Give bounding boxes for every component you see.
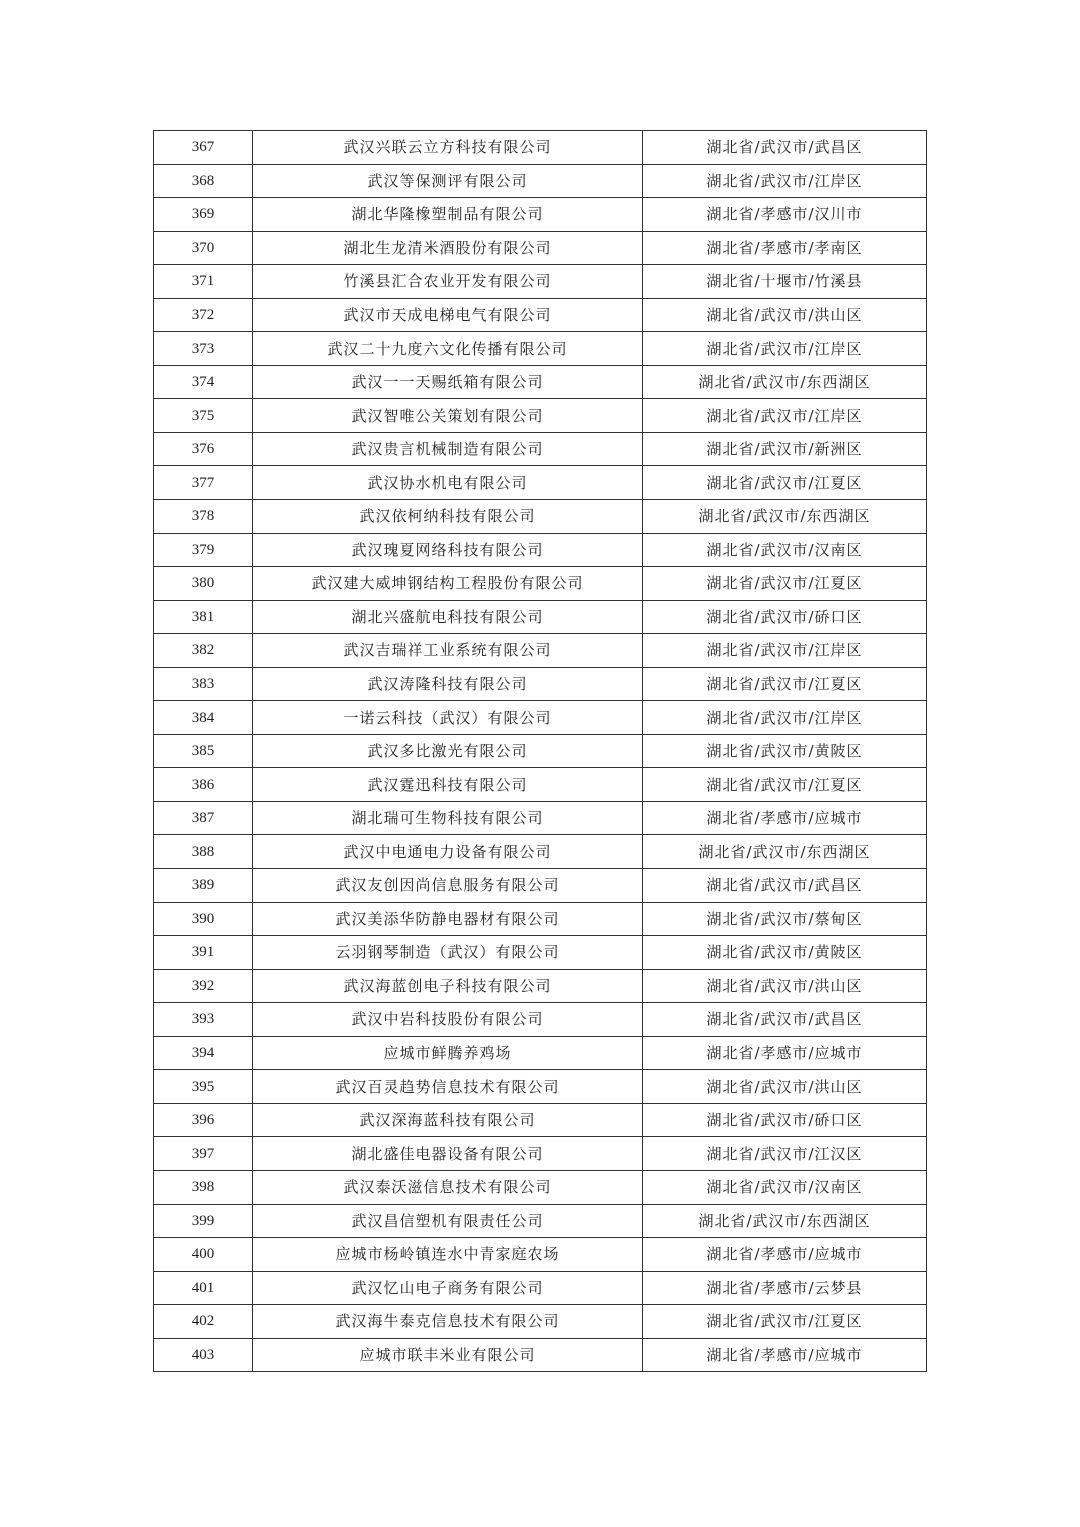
company-name-cell: 武汉海蓝创电子科技有限公司 [253, 969, 643, 1003]
row-number-cell: 393 [154, 1003, 253, 1037]
row-number-cell: 395 [154, 1070, 253, 1104]
row-number-cell: 370 [154, 231, 253, 265]
table-row [154, 298, 927, 332]
table-row [154, 1003, 927, 1037]
row-number-cell: 397 [154, 1137, 253, 1171]
location-cell: 湖北省/武汉市/洪山区 [643, 969, 927, 1003]
row-number-cell: 380 [154, 567, 253, 601]
company-name-cell: 湖北盛佳电器设备有限公司 [253, 1137, 643, 1171]
table-row [154, 332, 927, 366]
table-row [154, 1271, 927, 1305]
location-cell: 湖北省/武汉市/江岸区 [643, 399, 927, 433]
company-name-cell: 武汉中电通电力设备有限公司 [253, 835, 643, 869]
company-name-cell: 武汉一一天赐纸箱有限公司 [253, 365, 643, 399]
table-row [154, 969, 927, 1003]
table-row [154, 1338, 927, 1372]
location-cell: 湖北省/武汉市/江汉区 [643, 1137, 927, 1171]
location-cell: 湖北省/武汉市/武昌区 [643, 131, 927, 165]
location-cell: 湖北省/武汉市/江夏区 [643, 667, 927, 701]
table-row [154, 1238, 927, 1272]
table-row [154, 1204, 927, 1238]
company-name-cell: 武汉泰沃滋信息技术有限公司 [253, 1170, 643, 1204]
row-number-cell: 386 [154, 768, 253, 802]
row-number-cell: 399 [154, 1204, 253, 1238]
location-cell: 湖北省/武汉市/江岸区 [643, 332, 927, 366]
row-number-cell: 372 [154, 298, 253, 332]
company-name-cell: 一诺云科技（武汉）有限公司 [253, 701, 643, 735]
table-row [154, 399, 927, 433]
company-name-cell: 武汉昌信塑机有限责任公司 [253, 1204, 643, 1238]
location-cell: 湖北省/武汉市/江夏区 [643, 466, 927, 500]
table-row [154, 936, 927, 970]
company-name-cell: 湖北瑞可生物科技有限公司 [253, 801, 643, 835]
location-cell: 湖北省/武汉市/汉南区 [643, 1170, 927, 1204]
table-row [154, 869, 927, 903]
location-cell: 湖北省/武汉市/洪山区 [643, 298, 927, 332]
row-number-cell: 368 [154, 164, 253, 198]
table-row [154, 835, 927, 869]
company-name-cell: 武汉智唯公关策划有限公司 [253, 399, 643, 433]
company-name-cell: 武汉多比激光有限公司 [253, 734, 643, 768]
company-name-cell: 武汉等保测评有限公司 [253, 164, 643, 198]
row-number-cell: 390 [154, 902, 253, 936]
row-number-cell: 367 [154, 131, 253, 165]
row-number-cell: 400 [154, 1238, 253, 1272]
table-row [154, 131, 927, 165]
row-number-cell: 401 [154, 1271, 253, 1305]
company-name-cell: 武汉兴联云立方科技有限公司 [253, 131, 643, 165]
location-cell: 湖北省/武汉市/硚口区 [643, 600, 927, 634]
location-cell: 湖北省/武汉市/东西湖区 [643, 365, 927, 399]
row-number-cell: 384 [154, 701, 253, 735]
table-row [154, 734, 927, 768]
company-name-cell: 武汉涛隆科技有限公司 [253, 667, 643, 701]
location-cell: 湖北省/武汉市/江岸区 [643, 634, 927, 668]
company-name-cell: 竹溪县汇合农业开发有限公司 [253, 265, 643, 299]
company-name-cell: 武汉协水机电有限公司 [253, 466, 643, 500]
row-number-cell: 403 [154, 1338, 253, 1372]
company-name-cell: 湖北生龙清米酒股份有限公司 [253, 231, 643, 265]
row-number-cell: 379 [154, 533, 253, 567]
table-row [154, 466, 927, 500]
company-name-cell: 武汉中岩科技股份有限公司 [253, 1003, 643, 1037]
row-number-cell: 375 [154, 399, 253, 433]
table-row [154, 1103, 927, 1137]
location-cell: 湖北省/武汉市/江岸区 [643, 164, 927, 198]
company-name-cell: 武汉霆迅科技有限公司 [253, 768, 643, 802]
table-row [154, 198, 927, 232]
row-number-cell: 369 [154, 198, 253, 232]
location-cell: 湖北省/武汉市/蔡甸区 [643, 902, 927, 936]
row-number-cell: 378 [154, 500, 253, 534]
location-cell: 湖北省/孝感市/汉川市 [643, 198, 927, 232]
location-cell: 湖北省/武汉市/江夏区 [643, 768, 927, 802]
location-cell: 湖北省/武汉市/武昌区 [643, 1003, 927, 1037]
company-list-body [154, 131, 927, 1372]
company-name-cell: 应城市联丰米业有限公司 [253, 1338, 643, 1372]
company-name-cell: 武汉二十九度六文化传播有限公司 [253, 332, 643, 366]
row-number-cell: 377 [154, 466, 253, 500]
company-name-cell: 湖北华隆橡塑制品有限公司 [253, 198, 643, 232]
company-name-cell: 武汉深海蓝科技有限公司 [253, 1103, 643, 1137]
company-list-table [153, 130, 927, 1372]
location-cell: 湖北省/武汉市/武昌区 [643, 869, 927, 903]
company-name-cell: 武汉市天成电梯电气有限公司 [253, 298, 643, 332]
location-cell: 湖北省/武汉市/黄陂区 [643, 734, 927, 768]
location-cell: 湖北省/武汉市/汉南区 [643, 533, 927, 567]
table-row [154, 432, 927, 466]
location-cell: 湖北省/武汉市/洪山区 [643, 1070, 927, 1104]
table-row [154, 1036, 927, 1070]
table-row [154, 231, 927, 265]
table-row [154, 500, 927, 534]
table-row [154, 701, 927, 735]
company-name-cell: 武汉依柯纳科技有限公司 [253, 500, 643, 534]
company-name-cell: 武汉建大威坤钢结构工程股份有限公司 [253, 567, 643, 601]
location-cell: 湖北省/武汉市/硚口区 [643, 1103, 927, 1137]
row-number-cell: 389 [154, 869, 253, 903]
table-row [154, 567, 927, 601]
location-cell: 湖北省/武汉市/东西湖区 [643, 500, 927, 534]
table-row [154, 600, 927, 634]
location-cell: 湖北省/武汉市/江夏区 [643, 567, 927, 601]
table-row [154, 1070, 927, 1104]
company-name-cell: 武汉贵言机械制造有限公司 [253, 432, 643, 466]
row-number-cell: 371 [154, 265, 253, 299]
company-name-cell: 武汉美添华防静电器材有限公司 [253, 902, 643, 936]
table-row [154, 634, 927, 668]
row-number-cell: 385 [154, 734, 253, 768]
row-number-cell: 383 [154, 667, 253, 701]
row-number-cell: 391 [154, 936, 253, 970]
table-row [154, 1170, 927, 1204]
row-number-cell: 373 [154, 332, 253, 366]
location-cell: 湖北省/孝感市/云梦县 [643, 1271, 927, 1305]
location-cell: 湖北省/武汉市/江夏区 [643, 1305, 927, 1339]
table-row [154, 533, 927, 567]
table-row [154, 902, 927, 936]
table-row [154, 164, 927, 198]
row-number-cell: 396 [154, 1103, 253, 1137]
company-name-cell: 武汉海牛泰克信息技术有限公司 [253, 1305, 643, 1339]
location-cell: 湖北省/武汉市/新洲区 [643, 432, 927, 466]
location-cell: 湖北省/武汉市/东西湖区 [643, 1204, 927, 1238]
location-cell: 湖北省/武汉市/东西湖区 [643, 835, 927, 869]
row-number-cell: 381 [154, 600, 253, 634]
location-cell: 湖北省/孝感市/应城市 [643, 801, 927, 835]
table-row [154, 265, 927, 299]
table-row [154, 801, 927, 835]
location-cell: 湖北省/武汉市/江岸区 [643, 701, 927, 735]
company-name-cell: 湖北兴盛航电科技有限公司 [253, 600, 643, 634]
row-number-cell: 392 [154, 969, 253, 1003]
location-cell: 湖北省/孝感市/应城市 [643, 1338, 927, 1372]
row-number-cell: 394 [154, 1036, 253, 1070]
company-name-cell: 武汉忆山电子商务有限公司 [253, 1271, 643, 1305]
company-name-cell: 武汉友创因尚信息服务有限公司 [253, 869, 643, 903]
table-row [154, 768, 927, 802]
table-row [154, 667, 927, 701]
location-cell: 湖北省/十堰市/竹溪县 [643, 265, 927, 299]
location-cell: 湖北省/孝感市/应城市 [643, 1238, 927, 1272]
location-cell: 湖北省/武汉市/黄陂区 [643, 936, 927, 970]
row-number-cell: 382 [154, 634, 253, 668]
row-number-cell: 374 [154, 365, 253, 399]
row-number-cell: 376 [154, 432, 253, 466]
company-name-cell: 应城市鲜腾养鸡场 [253, 1036, 643, 1070]
row-number-cell: 388 [154, 835, 253, 869]
company-name-cell: 武汉瑰夏网络科技有限公司 [253, 533, 643, 567]
location-cell: 湖北省/孝感市/孝南区 [643, 231, 927, 265]
table-row [154, 1137, 927, 1171]
row-number-cell: 398 [154, 1170, 253, 1204]
company-name-cell: 云羽钢琴制造（武汉）有限公司 [253, 936, 643, 970]
company-name-cell: 武汉吉瑞祥工业系统有限公司 [253, 634, 643, 668]
row-number-cell: 387 [154, 801, 253, 835]
table-row [154, 365, 927, 399]
company-name-cell: 武汉百灵趋势信息技术有限公司 [253, 1070, 643, 1104]
row-number-cell: 402 [154, 1305, 253, 1339]
location-cell: 湖北省/孝感市/应城市 [643, 1036, 927, 1070]
table-row [154, 1305, 927, 1339]
company-name-cell: 应城市杨岭镇连水中青家庭农场 [253, 1238, 643, 1272]
